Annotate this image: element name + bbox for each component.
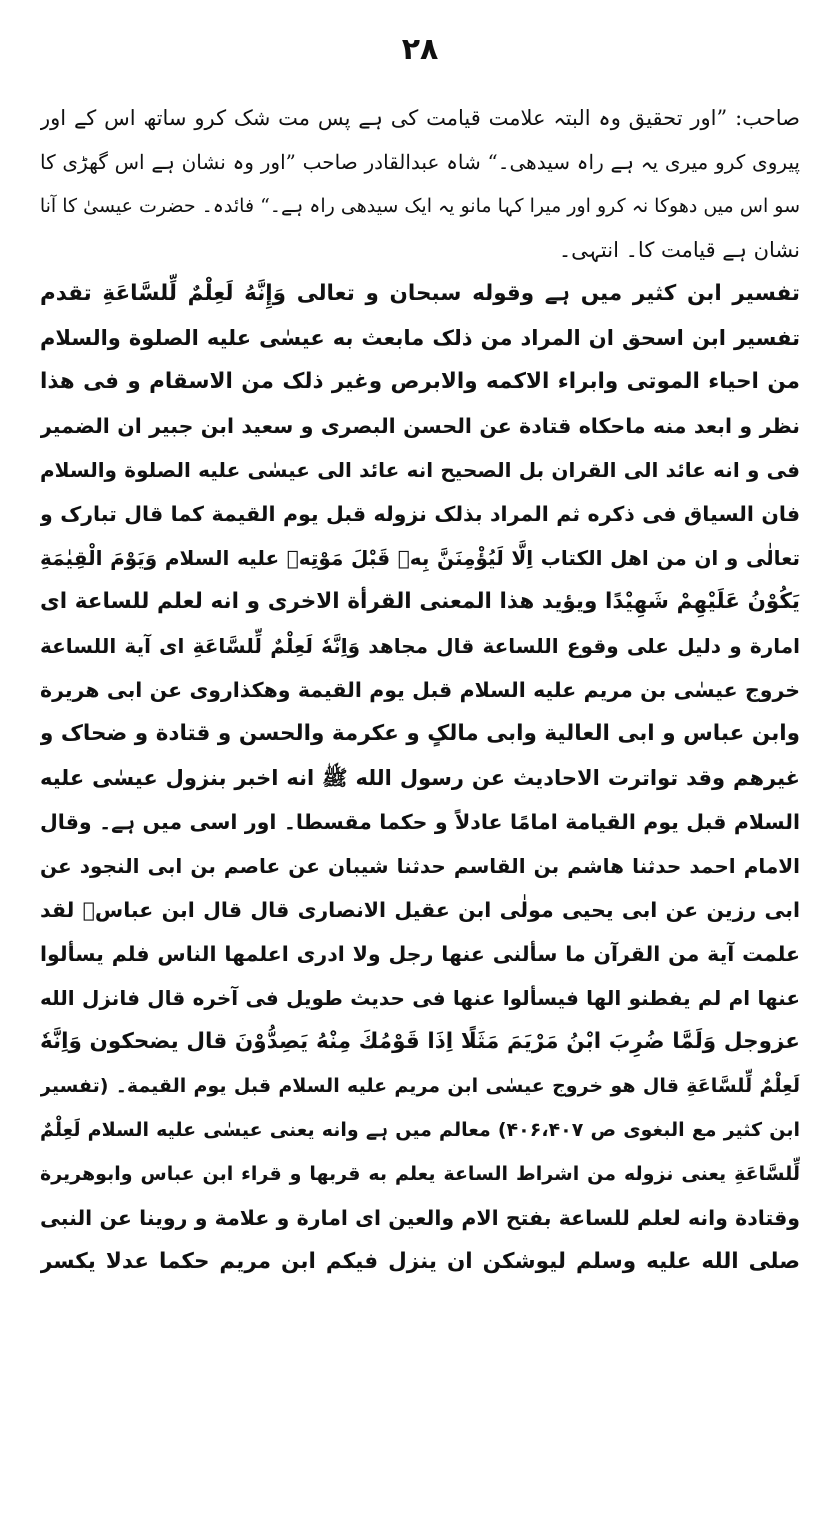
text-line: السلام قبل یوم القیامة امامًا عادلاً و حکما مقسطا۔ اور اسی میں ہے۔ وقال <box>40 810 800 834</box>
text-line: عنها ام لم یفطنو الها فیسألوا عنها فی حدیث طویل فی آخره قال فانزل الله <box>40 986 800 1010</box>
text-line: ابن کثیر مع البغوی ص ۴۰۶،۴۰۷) معالم میں ہے وانه یعنی عیسٰی علیه السلام لَعِلْمٌ <box>40 1119 800 1141</box>
text-line: غیرهم وقد تواترت الاحادیث عن رسول الله ﷺ انه اخبر بنزول عیسٰی علیه <box>40 766 800 790</box>
text-line: عزوجل وَلَمَّا ضُرِبَ ابْنُ مَرْيَمَ مَثَلًا اِذَا قَوْمُكَ مِنْهُ يَصِدُّوْنَ قال یضحکون وَاِنَّهٗ <box>40 1029 800 1054</box>
text-line: لِّلسَّاعَةِ یعنی نزوله من اشراط الساعة یعلم به قربها و قراء ابن عباس وابوهریرة <box>40 1163 800 1185</box>
text-line: الامام احمد حدثنا هاشم بن القاسم حدثنا شیبان عن عاصم بن ابی النجود عن <box>40 854 800 878</box>
text-line: علمت آیة من القرآن ما سألنی عنها رجل ولا ادری اعلمها الناس فلم یسألوا <box>40 942 800 966</box>
text-line: تفسیر ابن اسحق ان المراد من ذلک مابعث به عیسٰی علیه الصلوة والسلام <box>40 326 800 350</box>
text-line: پیروی کرو میری یہ ہے راہ سیدھی۔“ شاہ عبدالقادر صاحب ”اور وہ نشان ہے اس گھڑی کا <box>40 150 800 174</box>
text-line: امارة و دلیل علی وقوع اللساعة قال مجاهد وَاِنَّهٗ لَعِلْمٌ لِّلسَّاعَةِ ای آیة اللساعة <box>40 634 800 658</box>
text-line: يَكُوْنُ عَلَيْهِمْ شَهِيْدًا ویؤید هذا المعنی القرأة الاخری و انه لعلم للساعة ای <box>40 589 800 614</box>
text-line: وابن عباس و ابی العالیة وابی مالکٍ و عکرمة والحسن و قتادة و ضحاک و <box>40 721 800 746</box>
text-line: تعالٰی و ان من اهل الکتاب اِلَّا لَيُؤْمِنَنَّ بِهٖ قَبْلَ مَوْتِهٖ علیه السلام وَيَوْمَ الْقِيٰمَةِ <box>40 546 800 570</box>
text-line: فی و انه عائد الی القران بل الصحیح انه عائد الی عیسٰی علیه الصلوة والسلام <box>40 458 800 482</box>
text-line: لَعِلْمٌ لِّلسَّاعَةِ قال هو خروج عیسٰی ابن مریم علیه السلام قبل یوم القیمة۔ (تفسیر <box>40 1075 800 1097</box>
body-text <box>40 96 800 1284</box>
text-line: سو اس میں دھوکا نہ کرو اور میرا کہا مانو یہ ایک سیدھی راہ ہے۔“ فائدہ۔ حضرت عیسیٰ کا آنا <box>40 195 800 217</box>
text-line: تفسیر ابن کثیر میں ہے وقوله سبحان و تعالى وَإِنَّهُ لَعِلْمٌ لِّلسَّاعَةِ تقدم <box>40 281 800 306</box>
text-line: صاحب: ”اور تحقیق وہ البتہ علامت قیامت کی ہے پس مت شک کرو ساتھ اس کے اور <box>40 106 800 130</box>
text-line: نظر و ابعد منه ماحکاه قتادة عن الحسن البصری و سعید ابن جبیر ان الضمیر <box>40 414 800 438</box>
text-line: من احیاء الموتی وابراء الاکمه والابرص وغیر ذلک من الاسقام و فی هذا <box>40 369 800 394</box>
text-line: فان السیاق فی ذکره ثم المراد بذلک نزوله قبل یوم القیمة کما قال تبارک و <box>40 502 800 526</box>
text-line: نشان ہے قیامت کا۔ انتہی۔ <box>558 238 800 262</box>
page-number: ۲۸ <box>401 32 439 67</box>
text-line: ابی رزین عن ابی یحیی مولٰی ابن عقیل الانصاری قال قال ابن عباسؓ لقد <box>40 898 800 922</box>
text-line: صلی الله علیه وسلم لیوشکن ان ینزل فیکم ابن مریم حکما عدلا یکسر <box>40 1249 800 1274</box>
text-line: خروج عیسٰی بن مریم علیه السلام قبل یوم القیمة وهکذاروی عن ابی هریرة <box>40 678 800 702</box>
text-line: وقتادة وانه لعلم للساعة بفتح الام والعین ای امارة و علامة و روینا عن النبی <box>40 1206 800 1230</box>
